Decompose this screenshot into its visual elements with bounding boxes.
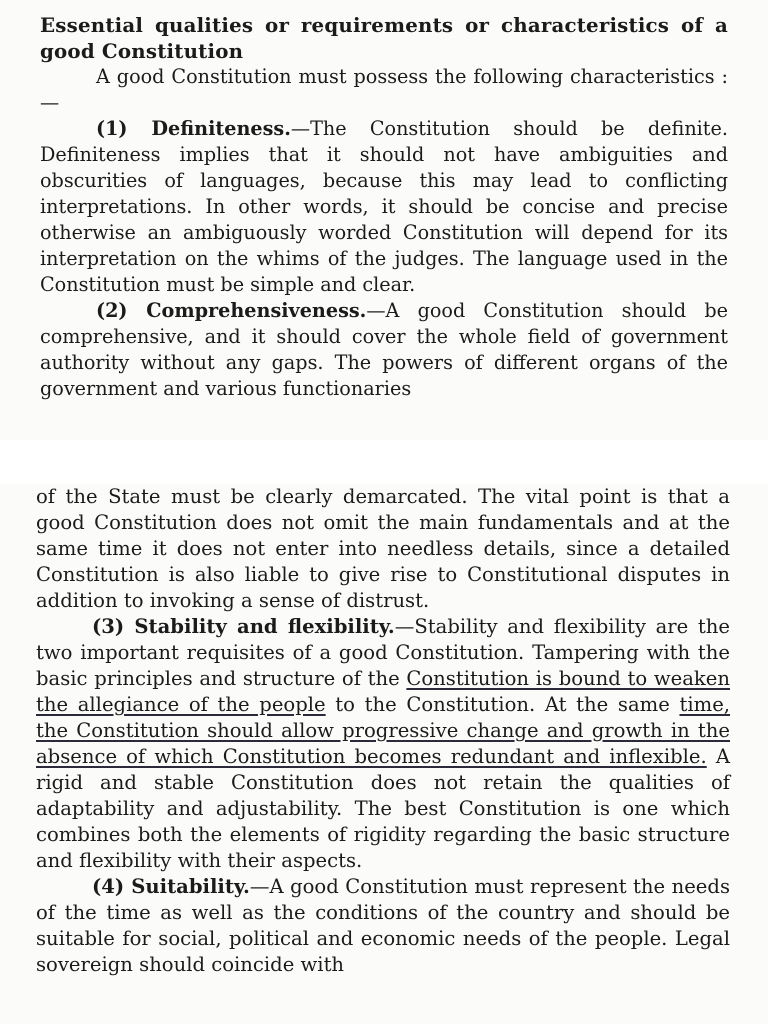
definiteness-text: —The Constitution should be definite. Definiteness implies that it should not have ambiguities and obscurities of languages, because this may lead to conflicting interpretations. In other words, it should be concise and precise otherwise an ambiguously worded Constitution will depend for its interpretation on the whims of the judges. The language used in the Constitution must be simple and clear. (40, 117, 728, 296)
comprehensiveness-text-top: —A good Constitution should be comprehensive, and it should cover the whole field of government authority without any gaps. The powers of different organs of the government and various functionaries (40, 299, 728, 400)
stability-paragraph (36, 614, 730, 874)
comprehensiveness-label: (2) Comprehensiveness. (96, 299, 367, 322)
page-bottom-section (36, 484, 730, 978)
definiteness-label: (1) Definiteness. (96, 117, 291, 140)
stability-text-a: —Stability and flexibility are the two important requisites of a good Constitution. Tampering with the basic principles and structure of the (36, 615, 730, 690)
stability-underlined-text-2: time, the Constitution should allow progressive change and growth in the absence of which Constitution becomes redundant and inflexible. (36, 693, 731, 768)
suitability-text: —A good Constitution must represent the needs of the time as well as the conditions of the country and should be suitable for social, political and economic needs of the people. Legal sovereign should coincide with (36, 875, 731, 976)
page-top-section (40, 12, 728, 402)
comprehensiveness-continuation (36, 484, 730, 614)
stability-underlined-text-1: Constitution is bound to weaken the allegiance of the people (36, 667, 730, 716)
section-heading: Essential qualities or requirements or characteristics of a good Constitution (40, 13, 728, 63)
page-break-gap (0, 440, 768, 484)
intro-text: A good Constitution must possess the following characteristics :— (40, 65, 728, 114)
comprehensiveness-text-bottom: of the State must be clearly demarcated. The vital point is that a good Constitution does not omit the main fundamentals and at the same time it does not enter into needless details, since a detailed Constitution is also liable to give rise to Constitutional disputes in addition to invoking a sense of distrust. (36, 485, 730, 612)
definiteness-paragraph (40, 116, 728, 298)
stability-text-b: to the Constitution. At the same (325, 693, 680, 716)
comprehensiveness-paragraph (40, 298, 728, 402)
suitability-paragraph (36, 874, 730, 978)
stability-text-c: A rigid and stable Constitution does not retain the qualities of adaptability and adjustability. The best Constitution is one which combines both the elements of rigidity regarding the basic structure and flexibility with their aspects. (36, 745, 730, 872)
stability-label: (3) Stability and flexibility. (92, 615, 395, 638)
suitability-label: (4) Suitability. (92, 875, 250, 898)
intro-paragraph (40, 64, 728, 116)
